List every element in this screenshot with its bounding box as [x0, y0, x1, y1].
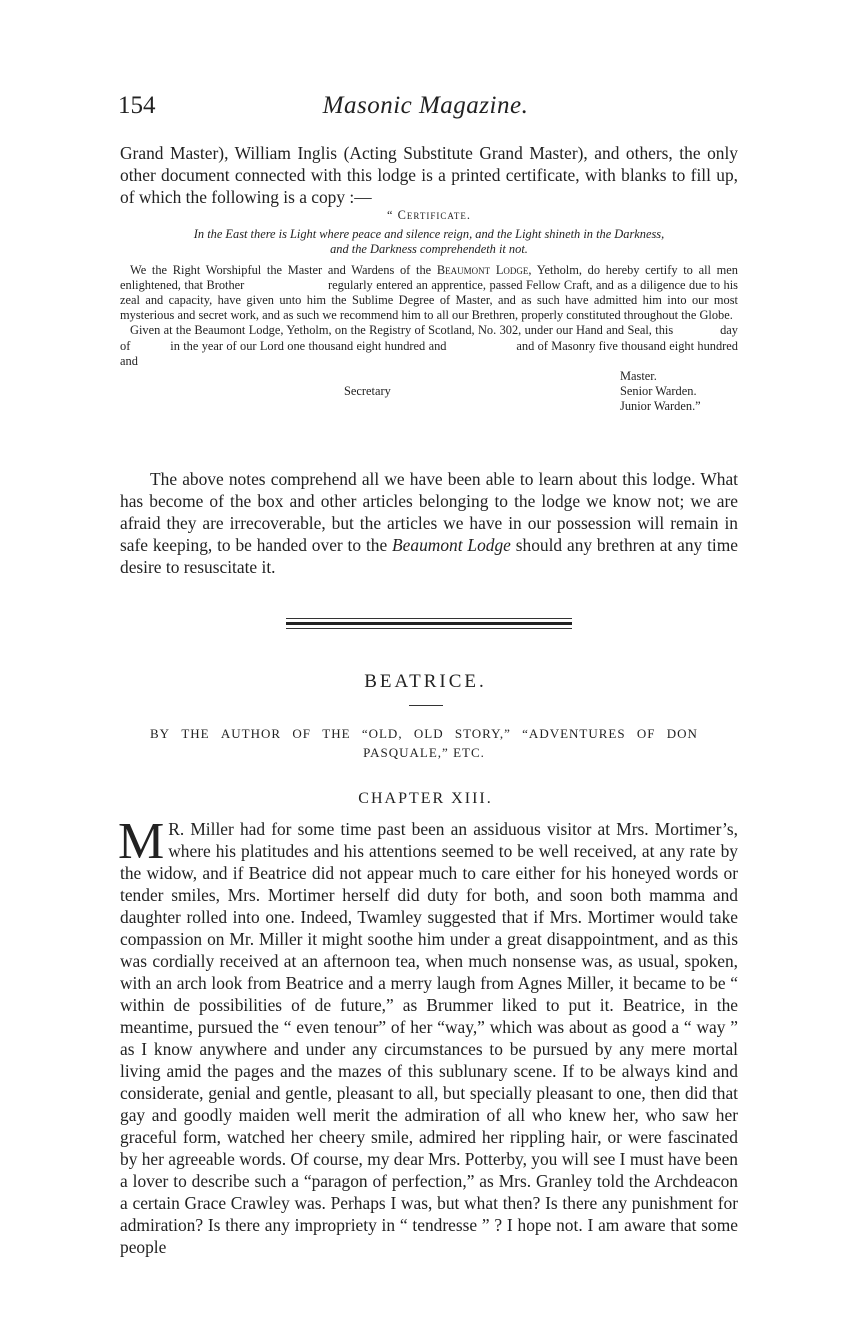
certificate-paragraph-2: Given at the Beaumont Lodge, Yetholm, on the Registry of Scotland, No. 302, under our Hand and Seal, this day of in the year of our Lord one thousand eight hundred and and of Masonry five thousand eight hundred and [120, 323, 738, 368]
certificate-title: “ Certificate. [387, 208, 471, 222]
byline [150, 724, 698, 762]
notes-text-a: The above notes comprehend all we have been able to learn about this lodge. What has become of the box and other articles belonging to the lodge we know not; we are afraid they are irrecoverable, but the articles we have in our possession will remain in safe keeping, to be handed over to the [120, 469, 738, 555]
byline-word: BY [150, 726, 171, 741]
signature-senior-warden: Senior Warden. [620, 384, 697, 399]
signature-secretary: Secretary [344, 384, 391, 399]
byline-word: THE [322, 726, 351, 741]
signature-row-master [120, 369, 738, 384]
byline-word: THE [181, 726, 210, 741]
section-divider [286, 618, 572, 632]
certificate-paragraph-1 [120, 263, 738, 324]
intro-paragraph [120, 142, 738, 208]
signature-row-junior [120, 399, 738, 414]
certificate-motto-line1: In the East there is Light where peace and silence reign, and the Light shineth in the Darkness, [193, 227, 665, 242]
chapter-body [118, 813, 738, 1258]
byline-word: OF [636, 726, 656, 741]
certificate-motto [120, 227, 738, 257]
byline-word: OLD [413, 726, 444, 741]
notes-paragraph [120, 468, 738, 578]
drop-cap: M [118, 813, 165, 870]
byline-word: OF [292, 726, 311, 741]
certificate-para1-b: , Yetholm, do hereby certify to all men enlightened, that Brother regularly entered an apprentice, passed Fellow Craft, and as a diligence due to his zeal and capacity, have given unto him the Sublime Degree of Master, and as such have admitted him into our most mysterious and secret work, and as such we recommend him to all our Brethren, properly constituted throughout the Globe. [120, 262, 738, 323]
article-title: BEATRICE. [364, 671, 487, 692]
running-title: Masonic Magazine. [322, 92, 529, 119]
chapter-paragraph [118, 813, 738, 1258]
divider-rule-bottom [286, 628, 572, 629]
byline-word: AUTHOR [220, 726, 282, 741]
intro-text: Grand Master), William Inglis (Acting Substitute Grand Master), and others, the only other document connected with this lodge is a printed certificate, with blanks to fill up, of which the following is a copy :— [120, 143, 738, 207]
divider-rule-middle [286, 622, 572, 625]
title-underline [409, 705, 443, 706]
certificate-motto-line2: and the Darkness comprehendeth it not. [330, 242, 528, 257]
signature-row-secretary [120, 384, 738, 399]
notes-text [120, 468, 738, 578]
byline-word: DON [666, 726, 698, 741]
byline-word: “ADVENTURES [522, 726, 626, 741]
page-number: 154 [118, 92, 156, 119]
certificate [120, 208, 738, 415]
signature-master: Master. [620, 369, 657, 384]
chapter-heading: CHAPTER XIII. [358, 790, 493, 807]
notes-lodge-name: Beaumont Lodge [392, 535, 511, 555]
notes-text-b: should any brethren at any time desire to resuscitate it. [120, 535, 738, 577]
chapter-text: Miller had for some time past been an assiduous visitor at Mrs. Mortimer’s, where his platitudes and his attentions seemed to be well received, at any rate by the widow, and if Beatrice did not appear much to care either for his honeyed words or tender smiles, Mrs. Mortimer herself did duty for both, and soon both mamma and daughter rolled into one. Indeed, Twamley suggested that if Mrs. Mortimer would take compassion on Mr. Miller it might soothe him under a great disappointment, and as this was cordially received at an afternoon tea, when much nonsense was, as usual, spoken, with an arch look from Beatrice and a merry laugh from Agnes Miller, it became to be “ within de possibilities of de future,” as Brummer liked to put it. Beatrice, in the meantime, pursued the “ even tenour” of her “way,” which was about as good a “ way ” as I know anywhere and under any circumstances to be pursued by any mere mortal living amid the pages and the mazes of this sublunary scene. If to be always kind and considerate, genial and gentle, pleasant to all, but specially pleasant to one, then did that gay and goodly maiden well merit the admiration of all who knew her, who saw her graceful form, watched her cheery smile, admired her rippling hair, or were fascinated by her agreeable words. Of course, my dear Mrs. Potterby, you will see I must have been a lover to describe such a “paragon of perfection,” as Mrs. Granley told the Archdeacon a certain Grace Crawley was. Perhaps I was, but what then? Is there any punishment for admiration? Is there any impropriety in “ tendresse ” ? I hope not. I am aware that some people [120, 819, 738, 1257]
byline-word: STORY,” [454, 726, 511, 741]
chapter-first-word: R. [168, 819, 185, 839]
divider-rule-top [286, 618, 572, 619]
byline-word: “OLD, [361, 726, 403, 741]
byline-line1 [150, 724, 698, 743]
signature-junior-warden: Junior Warden.” [620, 399, 701, 414]
certificate-lodge-name: Beaumont Lodge [436, 262, 529, 277]
byline-line2: PASQUALE,” ETC. [363, 745, 485, 760]
certificate-para1-a: We the Right Worshipful the Master and Wardens of the [130, 262, 437, 277]
